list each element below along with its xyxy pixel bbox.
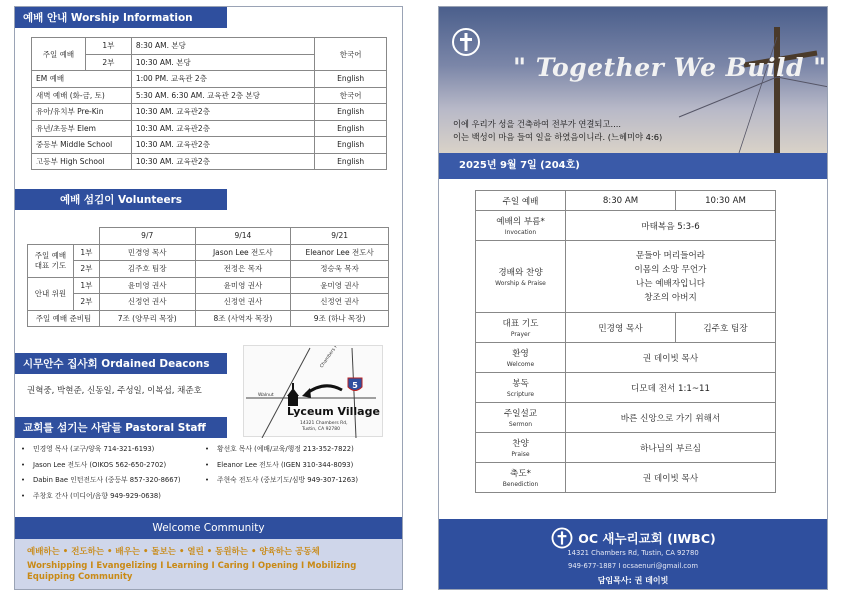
song: 이몸의 소망 무언가: [634, 264, 707, 275]
freeway-number: 5: [352, 381, 358, 390]
volunteer-cell: 9조 (하나 목장): [291, 310, 389, 327]
worship-time: 10:30 AM. 교육관2층: [131, 153, 314, 170]
worship-lang: English: [315, 137, 387, 154]
map-drawing: [244, 346, 384, 438]
deacons-title: 시무안수 집사회 Ordained Deacons: [15, 353, 227, 374]
staff-list-left: [21, 442, 181, 504]
table-row: [476, 373, 776, 403]
item-ko: 환영: [512, 349, 529, 359]
arrowhead-icon: [302, 388, 311, 398]
order-value: 권 데이빗 목사: [566, 343, 776, 373]
order-item-welcome: [476, 343, 566, 373]
right-page: [438, 6, 828, 590]
left-page: [14, 6, 403, 590]
welcome-english: Worshipping I Evangelizing I Learning I Caring I Opening I Mobilizing Equipping Community: [27, 561, 357, 582]
worship-part: 2부: [85, 54, 131, 71]
church-contact: 949-677-1887 I ocsaenuri@gmail.com: [568, 562, 698, 570]
order-item-scripture: [476, 373, 566, 403]
worship-lang: English: [315, 153, 387, 170]
worship-name: 중등부 Middle School: [32, 137, 132, 154]
order-item-sermon: [476, 403, 566, 433]
part-label: 2부: [73, 294, 99, 311]
volunteer-cell: 전정은 목자: [195, 261, 291, 278]
order-of-service-table: [475, 190, 776, 493]
volunteer-cell: 8조 (사역자 목장): [195, 310, 291, 327]
table-row: [476, 433, 776, 463]
staff-title: 교회를 섬기는 사람들 Pastoral Staff: [15, 417, 227, 438]
order-value: 김주호 팀장: [676, 313, 776, 343]
order-item-praise: [476, 241, 566, 313]
worship-time: 10:30 AM. 교육관2층: [131, 120, 314, 137]
order-value: 디모데 전서 1:1~11: [566, 373, 776, 403]
worship-name: 유아/유치부 Pre-Kin: [32, 104, 132, 121]
worship-name: 고등부 High School: [32, 153, 132, 170]
worship-time: 10:30 AM. 교육관2층: [131, 137, 314, 154]
item-en: Welcome: [506, 361, 535, 368]
volunteer-cell: 7조 (양무리 목장): [99, 310, 195, 327]
hero-banner: [439, 7, 827, 153]
order-item-benediction: [476, 463, 566, 493]
item-en: Sermon: [508, 421, 533, 428]
item-en: Praise: [511, 451, 530, 458]
table-row: [32, 71, 387, 88]
table-row: [28, 277, 389, 294]
item-ko: 예배의 부름*: [496, 217, 545, 227]
volunteer-date: 9/14: [195, 228, 291, 245]
worship-time: 10:30 AM. 본당: [131, 54, 314, 71]
table-row: [476, 313, 776, 343]
song: 나는 예배자입니다: [635, 278, 706, 289]
item-ko: 찬양: [512, 439, 529, 449]
volunteers-title: 예배 섬김이 Volunteers: [15, 189, 227, 210]
map-place: Lyceum Village: [287, 405, 380, 418]
table-row: [32, 104, 387, 121]
item-en: Scripture: [506, 391, 535, 398]
worship-name: 유년/초등부 Elem: [32, 120, 132, 137]
map-address-1: 14321 Chambers Rd,: [300, 421, 348, 426]
volunteer-date: 9/21: [291, 228, 389, 245]
worship-table: [31, 37, 387, 170]
list-item: • 주현숙 전도사 (중보기도/심방 949-307-1263): [205, 473, 358, 489]
deacon-names: 권혁중, 박현준, 신동일, 주성일, 이복섭, 채준호: [27, 386, 202, 396]
table-row: [476, 463, 776, 493]
worship-time: 1:00 PM. 교육관 2층: [131, 71, 314, 88]
table-row: [476, 403, 776, 433]
praise-songs: [566, 241, 776, 313]
hero-title: " Together We Build ": [513, 53, 827, 82]
worship-time: 8:30 AM. 본당: [131, 38, 314, 55]
worship-lang: 한국어: [315, 38, 387, 71]
item-en: Prayer: [510, 331, 531, 338]
table-row: [32, 38, 387, 55]
part-label: 1부: [73, 244, 99, 261]
table-row: [28, 228, 389, 245]
list-item: • Jason Lee 전도사 (OIKOS 562-650-2702): [21, 458, 181, 474]
order-header: 8:30 AM: [566, 191, 676, 211]
worship-sunday-label: 주일 예배: [32, 38, 86, 71]
table-row: [32, 153, 387, 170]
worship-time: 10:30 AM. 교육관2층: [131, 104, 314, 121]
location-map: [243, 345, 383, 437]
item-ko: 경배와 찬양: [498, 268, 543, 278]
volunteer-cell: 윤미영 권사: [291, 277, 389, 294]
item-en: Benediction: [502, 481, 539, 488]
worship-lang: 한국어: [315, 87, 387, 104]
usher-label: 안내 위원: [28, 277, 74, 310]
worship-name: 새벽 예배 (화-금, 토): [32, 87, 132, 104]
table-row: [32, 120, 387, 137]
welcome-korean: 예배하는 • 전도하는 • 배우는 • 돌보는 • 열린 • 동원하는 • 양육하는 공동체: [27, 547, 320, 557]
order-value: 바른 신앙으로 가기 위해서: [566, 403, 776, 433]
item-ko: 대표 기도: [502, 319, 539, 329]
verse-line-2: 이는 백성이 마음 들여 일을 하였음이니라. (느헤미야 4:6): [453, 132, 663, 142]
church-name: OC 새누리교회 (IWBC): [578, 531, 716, 546]
song: 문들아 머리들어라: [635, 250, 706, 261]
worship-time: 5:30 AM. 6:30 AM. 교육관 2층 본당: [131, 87, 314, 104]
item-en: Worship & Praise: [495, 280, 546, 287]
senior-pastor: 담임목사: 권 데이빗: [597, 576, 669, 585]
worship-part: 1부: [85, 38, 131, 55]
prep-label: 주일 예배 준비팀: [28, 310, 100, 327]
volunteer-cell: Jason Lee 전도사: [195, 244, 291, 261]
hero-verse: [453, 118, 662, 144]
item-ko: 축도*: [510, 469, 531, 479]
volunteer-cell: 신정연 권사: [99, 294, 195, 311]
list-item: • 주창호 간사 (미디어/음향 949-929-0638): [21, 489, 181, 505]
order-item-praise2: [476, 433, 566, 463]
part-label: 2부: [73, 261, 99, 278]
part-label: 1부: [73, 277, 99, 294]
worship-lang: English: [315, 120, 387, 137]
volunteer-cell: Eleanor Lee 전도사: [291, 244, 389, 261]
list-item: • 민경영 목사 (교구/양육 714-321-6193): [21, 442, 181, 458]
arrow-icon: [306, 386, 342, 394]
map-street-walnut: Walnut: [258, 393, 274, 398]
table-row: [28, 244, 389, 261]
table-row: [32, 87, 387, 104]
table-row: [28, 294, 389, 311]
order-header: 10:30 AM: [676, 191, 776, 211]
worship-lang: English: [315, 104, 387, 121]
table-row: [32, 137, 387, 154]
volunteers-table: [27, 227, 389, 327]
table-row: [28, 310, 389, 327]
table-row: [476, 343, 776, 373]
table-row: [28, 261, 389, 278]
order-item-invocation: [476, 211, 566, 241]
welcome-title: Welcome Community: [15, 517, 402, 539]
church-footer: [439, 519, 827, 590]
list-item: • Eleanor Lee 전도사 (IGEN 310-344-8093): [205, 458, 358, 474]
verse-line-1: 이에 우리가 성을 건축하여 전부가 연결되고....: [453, 119, 622, 129]
list-item: • 황선호 목사 (예배/교육/행정 213-352-7822): [205, 442, 358, 458]
map-address-2: Tustin, CA 92780: [302, 427, 340, 432]
volunteer-cell: 윤미영 권사: [195, 277, 291, 294]
volunteer-cell: 신정연 권사: [195, 294, 291, 311]
item-ko: 주일설교: [503, 409, 538, 419]
order-value: 권 데이빗 목사: [566, 463, 776, 493]
church-icon: [287, 383, 299, 406]
volunteer-cell: 윤미영 권사: [99, 277, 195, 294]
staff-list-right: [205, 442, 358, 489]
volunteer-cell: 민경영 목사: [99, 244, 195, 261]
worship-lang: English: [315, 71, 387, 88]
welcome-section: [15, 517, 402, 589]
map-street-chambers: Chambers Rd: [319, 346, 342, 370]
item-en: Invocation: [504, 229, 537, 236]
order-value: 민경영 목사: [566, 313, 676, 343]
table-row: [476, 211, 776, 241]
church-logo-icon: [451, 27, 481, 57]
worship-name: EM 예배: [32, 71, 132, 88]
prayer-label: 주일 예배 대표 기도: [28, 244, 74, 277]
song: 창조의 아버지: [644, 292, 697, 303]
freeway-shield-icon: [348, 378, 362, 391]
table-row: [476, 241, 776, 313]
volunteer-cell: 김주호 팀장: [99, 261, 195, 278]
volunteer-cell: 신정연 권사: [291, 294, 389, 311]
item-ko: 봉독: [512, 379, 529, 389]
order-value: 마태복음 5:3-6: [566, 211, 776, 241]
order-value: 하나님의 부르심: [566, 433, 776, 463]
worship-title: 예배 안내 Worship Information: [15, 7, 227, 28]
order-item-prayer: [476, 313, 566, 343]
volunteer-date: 9/7: [99, 228, 195, 245]
order-header: 주일 예배: [476, 191, 566, 211]
volunteer-cell: 정승욱 목자: [291, 261, 389, 278]
church-address: 14321 Chambers Rd, Tustin, CA 92780: [567, 549, 699, 557]
table-row: [476, 191, 776, 211]
bulletin-date: 2025년 9월 7일 (204호): [439, 153, 827, 179]
list-item: • Dabin Bae 인턴전도사 (중등부 857-320-8667): [21, 473, 181, 489]
